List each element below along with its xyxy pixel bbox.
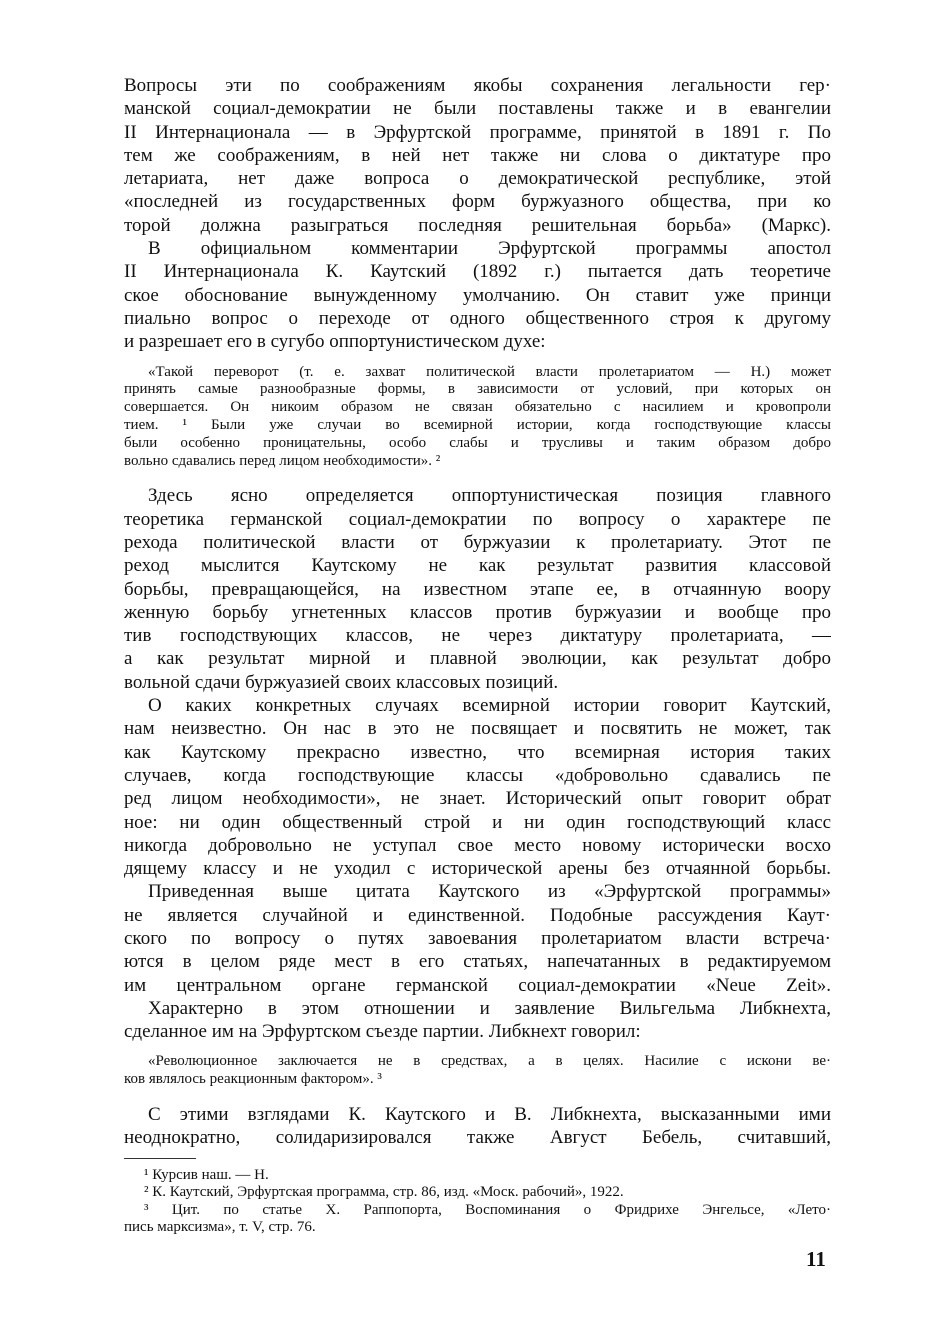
quote-1-line: совершается. Он никоим образом не связан обязательно с насилием и кровопроли — [124, 399, 831, 416]
footnote-3: ³ Цит. по статье Х. Раппопорта, Воспоминания о Фридрихе Энгельсе, «Лето· — [144, 1201, 831, 1218]
paragraph-3-line: рехода политической власти от буржуазии к пролетариату. Этот пе — [124, 531, 831, 553]
paragraph-7-line: С этими взглядами К. Каутского и В. Либкнехта, высказанными ими — [148, 1104, 831, 1126]
paragraph-1-line: летариата, нет даже вопроса о демократической республике, этой — [124, 168, 831, 190]
paragraph-5-line: им центральном органе германской социал-демократии «Neue Zeit». — [124, 974, 831, 996]
paragraph-7-line: неоднократно, солидаризировался также Август Бебель, считавший, — [124, 1127, 831, 1149]
paragraph-3-line: реход мыслится Каутскому не как результат развития классовой — [124, 555, 831, 577]
paragraph-2-line: ское обоснование вынужденному умолчанию. Он ставит уже принци — [124, 284, 831, 306]
paragraph-2-line: и разрешает его в сугубо оппортунистическом духе: — [124, 331, 546, 353]
paragraph-6 — [124, 997, 831, 1044]
paragraph-4-line: дящему классу и не уходил с исторической арены без отчаянной борьбы. — [124, 858, 831, 880]
paragraph-2-line: В официальном комментарии Эрфуртской программы апостол — [148, 238, 831, 260]
paragraph-3 — [124, 484, 831, 694]
footnote-divider — [124, 1158, 196, 1159]
quote-kautsky — [124, 364, 831, 471]
paragraph-1-line: II Интернационала — в Эрфуртской программе, принятой в 1891 г. По — [124, 121, 831, 143]
footnote-3-continued: пись марксизма», т. V, стр. 76. — [124, 1219, 316, 1236]
quote-1-line: вольно сдавались перед лицом необходимости». ² — [124, 452, 441, 469]
paragraph-5-line: не является случайной и единственной. Подобные рассуждения Каут· — [124, 904, 831, 926]
quote-1-line: «Такой переворот (т. е. захват политической власти пролетариатом — Н.) может — [148, 363, 831, 380]
quote-2-line: ков являлось реакционным фактором». ³ — [124, 1071, 382, 1088]
paragraph-4-line: как Каутскому прекрасно известно, что всемирная история таких — [124, 741, 831, 763]
paragraph-5-line: Приведенная выше цитата Каутского из «Эрфуртской программы» — [148, 881, 831, 903]
paragraph-1-line: «последней из государственных форм буржуазного общества, при ко — [124, 191, 831, 213]
paragraph-3-line: тив господствующих классов, не через диктатуру пролетариата, — — [124, 625, 831, 647]
paragraph-3-line: теоретика германской социал-демократии по вопросу о характере пе — [124, 508, 831, 530]
paragraph-3-line: женную борьбу угнетенных классов против буржуазии и вообще про — [124, 601, 831, 623]
paragraph-1-line: манской социал-демократии не были поставлены также и в евангелии — [124, 98, 831, 120]
paragraph-2 — [124, 237, 831, 353]
footnote-2: ² К. Каутский, Эрфуртская программа, стр. 86, изд. «Моск. рабочий», 1922. — [144, 1184, 624, 1201]
paragraph-3-line: а как результат мирной и плавной эволюции, как результат добро — [124, 648, 831, 670]
quote-1-line: были особенно проницательны, особо слабы и трусливы и таким образом добро — [124, 434, 831, 451]
paragraph-5-line: ского по вопросу о путях завоевания пролетариатом власти встреча· — [124, 927, 831, 949]
paragraph-1-line: Вопросы эти по соображениям якобы сохранения легальности гер· — [124, 75, 831, 96]
paragraph-4-line: ное: ни один общественный строй и ни один господствующий класс — [124, 811, 831, 833]
paragraph-3-line: борьбы, превращающейся, на известном этапе ее, в отчаянную воору — [124, 578, 831, 600]
paragraph-5 — [124, 880, 831, 996]
page-number: 11 — [806, 1247, 826, 1271]
quote-1-line: тием. ¹ Были уже случаи во всемирной истории, когда господствующие классы — [124, 416, 831, 433]
paragraph-4 — [124, 694, 831, 880]
paragraph-3-line: вольной сдачи буржуазией своих классовых позиций. — [124, 671, 559, 693]
paragraph-2-line: пиально вопрос о переходе от одного общественного строя к другому — [124, 307, 831, 329]
quote-liebknecht — [124, 1053, 831, 1089]
paragraph-3-line: Здесь ясно определяется оппортунистическая позиция главного — [148, 485, 831, 507]
paragraph-4-line: нам неизвестно. Он нас в это не посвящает и посвятить не может, так — [124, 718, 831, 740]
footnotes — [124, 1167, 831, 1237]
paragraph-4-line: О каких конкретных случаях всемирной истории говорит Каутский, — [148, 695, 831, 717]
paragraph-6-line: сделанное им на Эрфуртском съезде партии. Либкнехт говорил: — [124, 1021, 641, 1043]
quote-2-line: «Революционное заключается не в средствах, а в целях. Насилие с искони ве· — [148, 1053, 831, 1070]
quote-1-line: принять самые разнообразные формы, в зависимости от условий, при которых он — [124, 381, 831, 398]
paragraph-2-line: II Интернационала К. Каутский (1892 г.) пытается дать теоретиче — [124, 261, 831, 283]
paragraph-4-line: ред лицом необходимости», не знает. Исторический опыт говорит обрат — [124, 788, 831, 810]
paragraph-4-line: случаев, когда господствующие классы «добровольно сдавались пе — [124, 764, 831, 786]
paragraph-4-line: никогда добровольно не уступал свое место новому исторически восхо — [124, 834, 831, 856]
paragraph-7 — [124, 1103, 831, 1150]
footnote-1: ¹ Курсив наш. — Н. — [144, 1166, 269, 1183]
page-text — [124, 74, 831, 1237]
paragraph-6-line: Характерно в этом отношении и заявление Вильгельма Либкнехта, — [148, 997, 831, 1019]
paragraph-1-line: тем же соображениям, в ней нет также ни слова о диктатуре про — [124, 144, 831, 166]
paragraph-1 — [124, 74, 831, 237]
paragraph-5-line: ются в целом ряде мест в его статьях, напечатанных в редактируемом — [124, 951, 831, 973]
paragraph-1-line: торой должна разыграться последняя решительная борьба» (Маркс). — [124, 214, 831, 236]
